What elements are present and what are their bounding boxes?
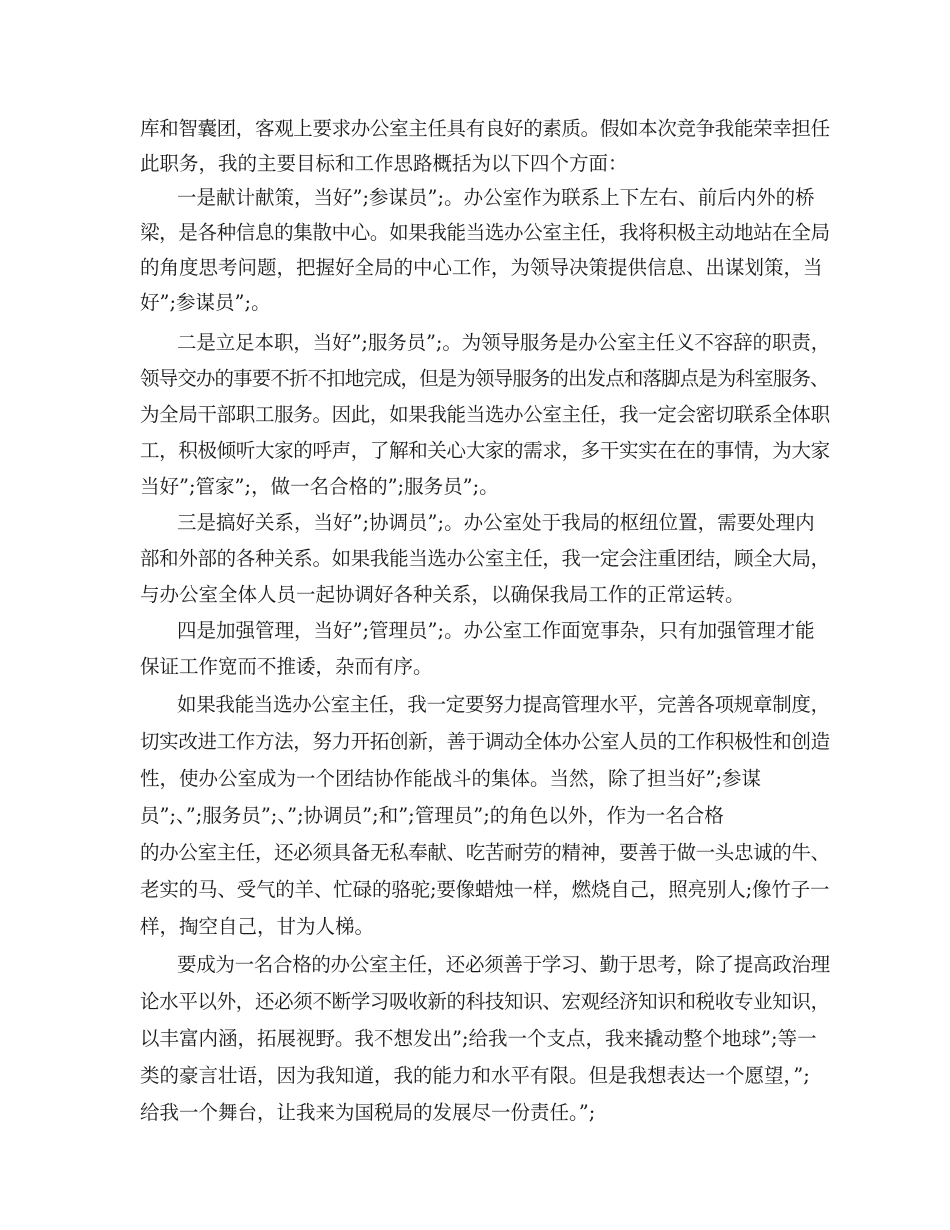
text-line: 要成为一名合格的办公室主任，还必须善于学习、勤于思考，除了提高政治理 (177, 953, 830, 976)
text-line: 的角度思考问题，把握好全局的中心工作，为领导决策提供信息、出谋划策，当 (140, 256, 823, 279)
text-line: 一是献计献策，当好”;参谋员”;。办公室作为联系上下左右、前后内外的桥 (177, 186, 815, 209)
text-line: 员”;、”;服务员”;、”;协调员”;和”;管理员”;的角色以外，作为一名合格 (140, 804, 724, 827)
text-line: 与办公室全体人员一起协调好各种关系，以确保我局工作的正常运转。 (140, 583, 745, 606)
text-line: 以丰富内涵，拓展视野。我不想发出”;给我一个支点，我来撬动整个地球”;等一 (140, 1027, 817, 1050)
text-line: 三是搞好关系，当好”;协调员”;。办公室处于我局的枢纽位置，需要处理内 (177, 511, 815, 534)
text-line: 部和外部的各种关系。如果我能当选办公室主任，我一定会注重团结，顾全大局， (140, 547, 830, 570)
text-line: 老实的马、受气的羊、忙碌的骆驼;要像蜡烛一样，燃烧自己，照亮别人;像竹子一 (140, 878, 830, 901)
text-line: 类的豪言壮语，因为我知道，我的能力和水平有限。但是我想表达一个愿望，”; (140, 1064, 810, 1087)
text-line: 样，掏空自己，甘为人梯。 (140, 915, 375, 938)
text-line: 的办公室主任，还必须具备无私奉献、吃苦耐劳的精神，要善于做一头忠诚的牛、 (140, 841, 830, 864)
text-line: 给我一个舞台，让我来为国税局的发展尽一份责任。”; (140, 1101, 596, 1124)
text-line: 好”;参谋员”;。 (140, 291, 271, 314)
text-line: 保证工作宽而不推诿，杂而有序。 (140, 655, 433, 678)
text-line: 领导交办的事要不折不扣地完成，但是为领导服务的出发点和落脚点是为科室服务、 (140, 367, 829, 390)
text-line: 为全局干部职工服务。因此，如果我能当选办公室主任，我一定会密切联系全体职 (140, 403, 830, 426)
text-line: 此职务，我的主要目标和工作思路概括为以下四个方面： (140, 152, 628, 175)
text-line: 二是立足本职，当好”;服务员”;。为领导服务是办公室主任义不容辞的职责， (177, 331, 831, 354)
text-line: 当好”;管家”;，做一名合格的”;服务员”;。 (140, 475, 499, 498)
text-line: 性，使办公室成为一个团结协作能战斗的集体。当然，除了担当好”;参谋 (140, 767, 762, 790)
text-line: 库和智囊团，客观上要求办公室主任具有良好的素质。假如本次竞争我能荣幸担任 (140, 117, 830, 140)
text-line: 梁，是各种信息的集散中心。如果我能当选办公室主任，我将积极主动地站在全局 (140, 221, 830, 244)
text-line: 切实改进工作方法，努力开拓创新，善于调动全体办公室人员的工作积极性和创造 (140, 730, 830, 753)
text-line: 工，积极倾听大家的呼声，了解和关心大家的需求，多干实实在在的事情，为大家 (140, 439, 830, 462)
text-line: 如果我能当选办公室主任，我一定要努力提高管理水平，完善各项规章制度， (177, 693, 830, 716)
text-line: 论水平以外，还必须不断学习吸收新的科技知识、宏观经济知识和税收专业知识， (140, 990, 830, 1013)
text-line: 四是加强管理，当好”;管理员”;。办公室工作面宽事杂，只有加强管理才能 (177, 619, 815, 642)
